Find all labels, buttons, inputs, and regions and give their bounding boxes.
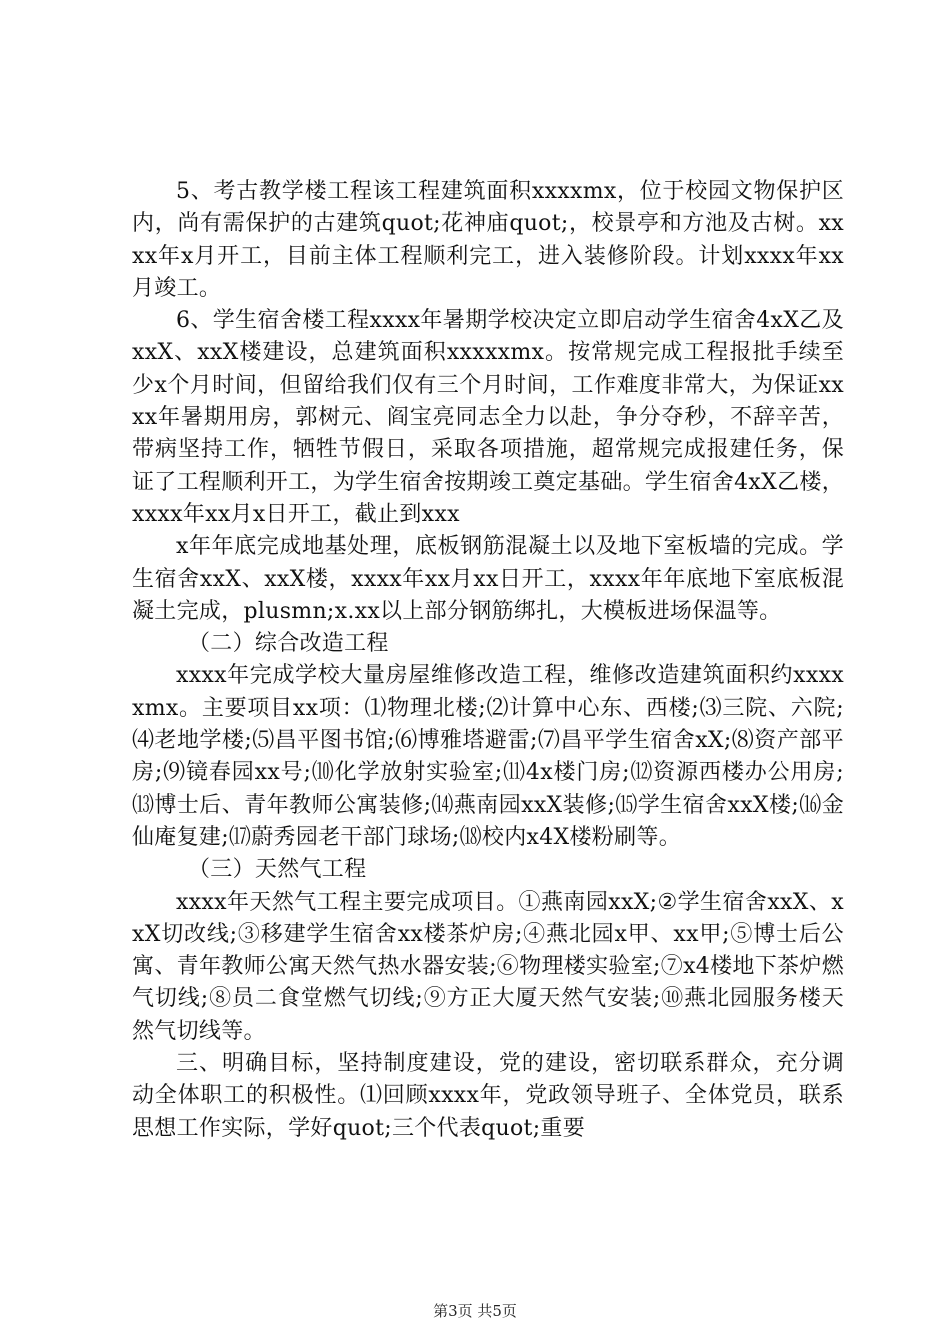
section-heading-renovation: （二）综合改造工程 [188,631,389,657]
document-body [132,176,844,1145]
paragraph-renovation-projects: xxxx年完成学校大量房屋维修改造工程，维修改造建筑面积约xxxxxmx。主要项目xx项：⑴物理北楼;⑵计算中心东、西楼;⑶三院、六院;⑷老地学楼;⑸昌平图书馆;⑹博雅塔避雷;⑺昌平学生宿舍xX;⑻资产部平房;⑼镜春园xx号;⑽化学放射实验室;⑾4x楼门房;⑿资源西楼办公用房;⒀博士后、青年教师公寓装修;⒁燕南园xxX装修;⒂学生宿舍xxX楼;⒃金仙庵复建;⒄蔚秀园老干部门球场;⒅校内x4X楼粉刷等。 [132,663,844,850]
paragraph-archaeology-building: 5、考古教学楼工程该工程建筑面积xxxxmx，位于校园文物保护区内，尚有需保护的古建筑quot;花神庙quot;，校景亭和方池及古树。xxxx年x月开工，目前主体工程顺利完工，进入装修阶段。计划xxxx年xx月竣工。 [132,179,844,301]
paragraph-dormitory-project: 6、学生宿舍楼工程xxxx年暑期学校决定立即启动学生宿舍4xX乙及xxX、xxX楼建设，总建筑面积xxxxxmx。按常规完成工程报批手续至少x个月时间，但留给我们仅有三个月时间，工作难度非常大，为保证xxxx年暑期用房，郭树元、阎宝亮同志全力以赴，争分夺秒，不辞辛苦，带病坚持工作，牺牲节假日，采取各项措施，超常规完成报建任务，保证了工程顺利开工，为学生宿舍按期竣工奠定基础。学生宿舍4xX乙楼，xxxx年xx月x日开工，截止到xxx [132,308,844,527]
section-heading-natural-gas: （三）天然气工程 [188,857,367,883]
page-footer: 第3页 共5页 [433,1302,517,1320]
paragraph-dormitory-continued: x年年底完成地基处理，底板钢筋混凝土以及地下室板墙的完成。学生宿舍xxX、xxX楼，xxxx年xx月xx日开工，xxxx年年底地下室底板混凝土完成，plusmn;x.xx以上部分钢筋绑扎，大模板进场保温等。 [132,534,844,624]
paragraph-natural-gas-projects: xxxx年天然气工程主要完成项目。①燕南园xxX;②学生宿舍xxX、xxX切改线;③移建学生宿舍xx楼茶炉房;④燕北园x甲、xx甲;⑤博士后公寓、青年教师公寓天然气热水器安装;⑥物理楼实验室;⑦x4楼地下茶炉燃气切线;⑧员二食堂燃气切线;⑨方正大厦天然气安装;⑩燕北园服务楼天然气切线等。 [132,889,844,1044]
paragraph-section-three: 三、明确目标，坚持制度建设，党的建设，密切联系群众，充分调动全体职工的积极性。⑴回顾xxxx年，党政领导班子、全体党员，联系思想工作实际，学好quot;三个代表quot;重要 [132,1051,844,1141]
